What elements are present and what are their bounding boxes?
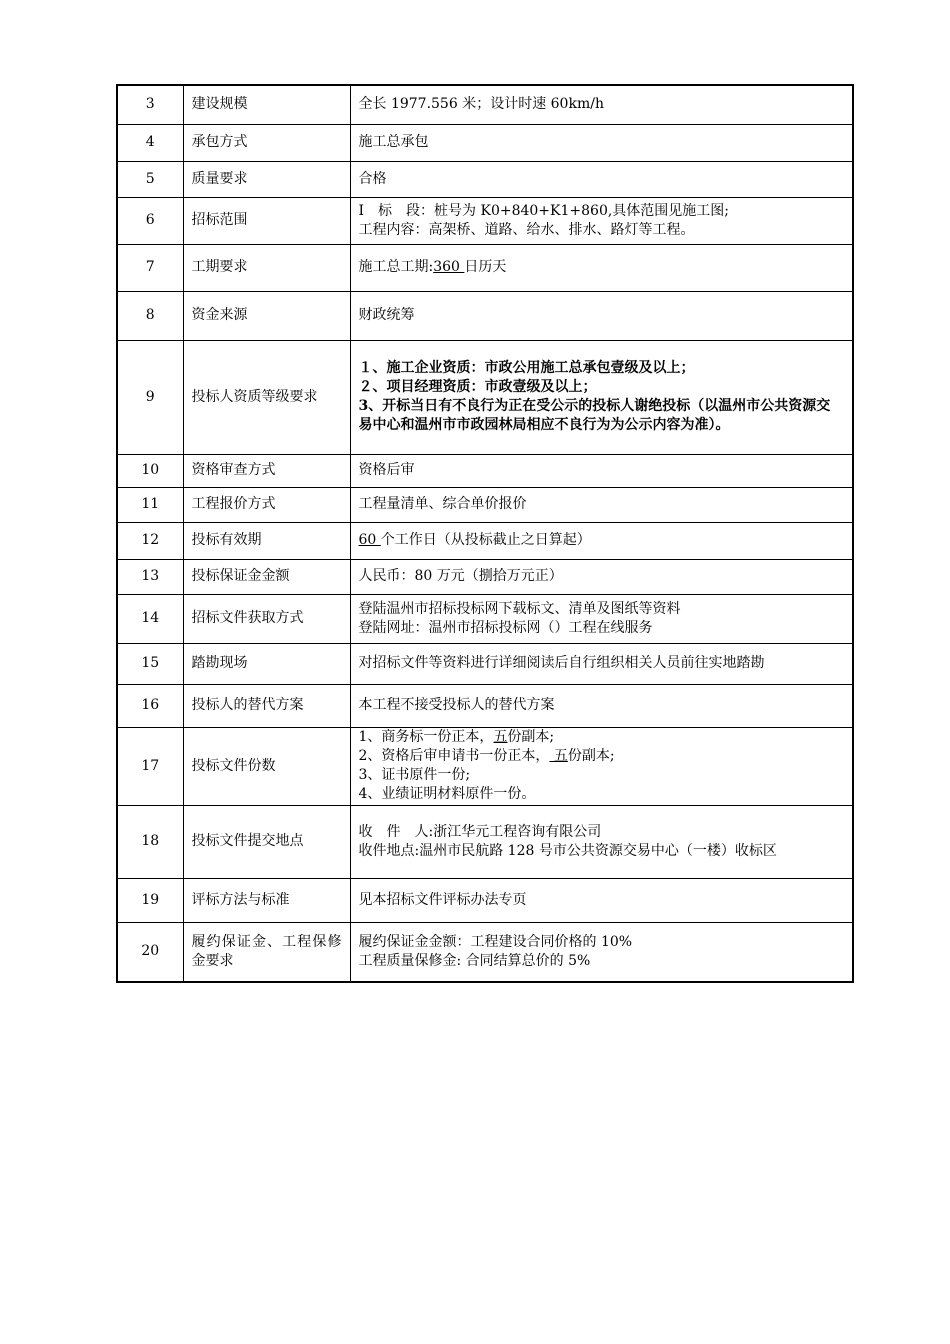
row-content: 施工总承包	[350, 124, 853, 161]
row-item: 投标人的替代方案	[183, 684, 350, 727]
row-item: 资格审查方式	[183, 454, 350, 487]
qualification-line: ２、项目经理资质：市政壹级及以上；	[358, 379, 597, 395]
row-number: 9	[117, 340, 183, 454]
row-item: 承包方式	[183, 124, 350, 161]
table-row	[117, 197, 853, 244]
row-item: 工程报价方式	[183, 487, 350, 522]
row-number: 16	[117, 684, 183, 727]
row-item: 建设规模	[183, 85, 350, 124]
row-content: 合格	[350, 161, 853, 197]
row-content: 资格后审	[350, 454, 853, 487]
row-content: 工程量清单、综合单价报价	[350, 487, 853, 522]
row-content: 全长 1977.556 米；设计时速 60km/h	[350, 85, 853, 124]
table-row	[117, 291, 853, 340]
table-row	[117, 454, 853, 487]
row-number: 10	[117, 454, 183, 487]
row-item: 投标文件份数	[183, 727, 350, 805]
table-row	[117, 727, 853, 805]
copies-line: 1、商务标一份正本，五份副本;	[358, 729, 555, 745]
submission-line: 收件地点:温州市民航路 128 号市公共资源交易中心（一楼）收标区	[358, 842, 777, 859]
table-row	[117, 487, 853, 522]
submission-line: 收 件 人:浙江华元工程咨询有限公司	[358, 823, 602, 840]
row-item: 工期要求	[183, 244, 350, 291]
validity-suffix: 个工作日（从投标截止之日算起）	[380, 532, 591, 548]
table-row	[117, 684, 853, 727]
scope-line: 工程内容：高架桥、道路、给水、排水、路灯等工程。	[358, 221, 695, 238]
row-item: 招标范围	[183, 197, 350, 244]
download-line: 登陆网址：温州市招标投标网（）工程在线服务	[358, 619, 653, 636]
row-item: 投标文件提交地点	[183, 805, 350, 878]
row-number: 17	[117, 727, 183, 805]
scope-line: I 标 段：桩号为 K0+840+K1+860,具体范围见施工图;	[358, 202, 730, 219]
duration-prefix: 施工总工期:	[358, 259, 434, 275]
row-number: 19	[117, 878, 183, 922]
row-item: 踏勘现场	[183, 643, 350, 684]
row-item: 评标方法与标准	[183, 878, 350, 922]
row-number: 20	[117, 922, 183, 982]
row-item: 质量要求	[183, 161, 350, 197]
row-number: 5	[117, 161, 183, 197]
table-row	[117, 805, 853, 878]
duration-days: 360	[433, 259, 465, 275]
table-row	[117, 594, 853, 643]
table-row	[117, 340, 853, 454]
row-number: 4	[117, 124, 183, 161]
row-content	[350, 340, 853, 454]
table-row	[117, 559, 853, 594]
table-row	[117, 85, 853, 124]
row-number: 18	[117, 805, 183, 878]
row-item: 投标有效期	[183, 522, 350, 559]
row-item: 履约保证金、工程保修金要求	[183, 922, 350, 982]
row-content	[350, 522, 853, 559]
row-number: 13	[117, 559, 183, 594]
table-row	[117, 878, 853, 922]
row-content	[350, 594, 853, 643]
row-number: 7	[117, 244, 183, 291]
row-content	[350, 197, 853, 244]
row-content: 财政统筹	[350, 291, 853, 340]
row-number: 8	[117, 291, 183, 340]
download-line: 登陆温州市招标投标网下载标文、清单及图纸等资料	[358, 600, 681, 617]
table-row	[117, 124, 853, 161]
row-content	[350, 805, 853, 878]
qualification-line: 3、开标当日有不良行为正在受公示的投标人谢绝投标（以温州市公共资源交易中心和温州市市政园林局相应不良行为为公示内容为准）。	[358, 398, 831, 433]
row-item: 招标文件获取方式	[183, 594, 350, 643]
duration-suffix: 日历天	[464, 259, 507, 275]
table-row	[117, 244, 853, 291]
table-row	[117, 522, 853, 559]
row-item: 投标人资质等级要求	[183, 340, 350, 454]
guarantee-line: 履约保证金金额：工程建设合同价格的 10%	[358, 933, 633, 950]
site-visit-text: 对招标文件等资料进行详细阅读后自行组织相关人员前往实地踏勘	[358, 655, 765, 671]
table-row	[117, 643, 853, 684]
row-content	[350, 922, 853, 982]
row-item: 投标保证金金额	[183, 559, 350, 594]
row-content	[350, 727, 853, 805]
row-content: 本工程不接受投标人的替代方案	[350, 684, 853, 727]
row-number: 3	[117, 85, 183, 124]
copies-line: 4、业绩证明材料原件一份。	[358, 786, 536, 802]
tender-requirements-table	[116, 84, 854, 983]
row-item: 资金来源	[183, 291, 350, 340]
row-content	[350, 244, 853, 291]
row-number: 15	[117, 643, 183, 684]
row-content	[350, 643, 853, 684]
table-row	[117, 161, 853, 197]
qualification-line: １、施工企业资质：市政公用施工总承包壹级及以上；	[358, 360, 695, 376]
row-number: 12	[117, 522, 183, 559]
table-row	[117, 922, 853, 982]
copies-line: 3、证书原件一份;	[358, 767, 471, 783]
row-number: 11	[117, 487, 183, 522]
guarantee-line: 工程质量保修金: 合同结算总价的 5%	[358, 952, 591, 969]
copies-line: 2、资格后审申请书一份正本， 五份副本;	[358, 748, 615, 764]
row-content: 见本招标文件评标办法专页	[350, 878, 853, 922]
row-content: 人民币：80 万元（捌拾万元正）	[350, 559, 853, 594]
row-number: 6	[117, 197, 183, 244]
validity-days: 60	[358, 532, 381, 548]
row-number: 14	[117, 594, 183, 643]
